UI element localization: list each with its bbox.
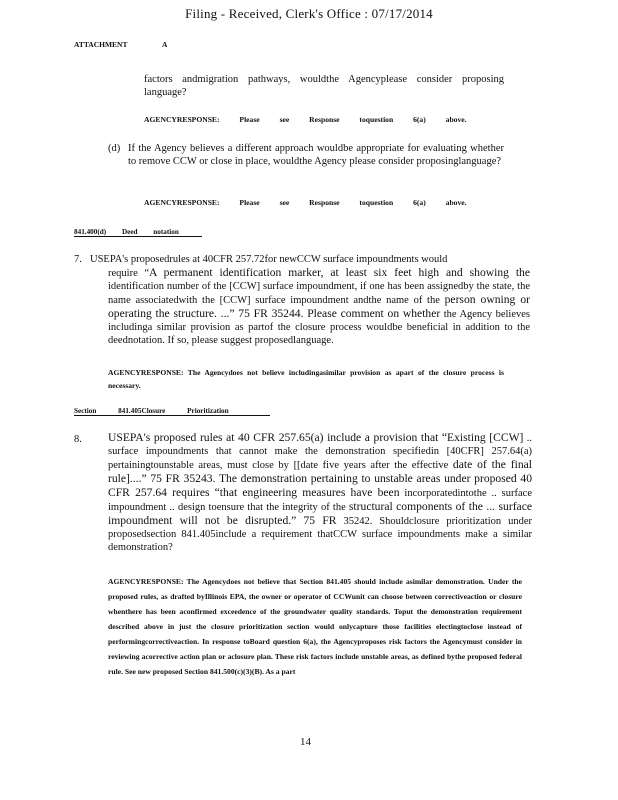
item-7-number: 7.: [74, 254, 82, 265]
section-heading-closure-prioritization: [74, 407, 270, 416]
section-heading-label: 841.400(d) Deed notation: [74, 228, 202, 237]
section-heading-label: Section 841.405Closure Prioritization: [74, 407, 270, 416]
attachment-letter: A: [162, 40, 168, 49]
section-heading-deed-notation: [74, 228, 202, 237]
item-d-marker: (d): [108, 143, 121, 154]
item-7-text-a: require “: [108, 268, 150, 279]
item-8-text-small-3: 35242. Shouldclosure prioritization under proposedsection 841.405include a requirement thatCCW surface impoundments make a similar demonstration?: [108, 516, 532, 553]
item-8-text-small-1: .. surface impoundments that cannot make the demonstration specifiedin [40CFR] 257.64(a) pertainingtounstable areas, must close by [[date five years after the effective: [108, 433, 532, 471]
item-7-paragraph: [108, 266, 530, 347]
agency-response-4: AGENCYRESPONSE: The Agencydoes not believe that Section 841.405 should include asimilar demonstration. Under the proposed rules, as drafted byIllinois EPA, the owner or operator of CCWunit can choose between correctiveaction or closure whenthere has been aconfirmed exceedence of the groundwater quality standards. Toput the demonstration requirement described above in just the closure prioritization section would onlycapture those facilities electingtoclose instead of performingcorrectiveaction. In response toBoard question 6(a), the Agencyproposes risk factors the Agencymust consider in reviewing acorrective action plan or aclosure plan. These risk factors include unstable areas, as defined bythe proposed federal rule. See new proposed Section 841.500(c)(3)(B). As a part: [108, 577, 522, 676]
attachment-label: ATTACHMENT: [74, 40, 128, 49]
item-8-text-big-3: structural components of the ... surface impoundment will not be disrupted.” 75 FR: [108, 500, 532, 527]
filing-header: Filing - Received, Clerk's Office : 07/17/2014: [185, 6, 433, 21]
agency-response-3: AGENCYRESPONSE: The Agencydoes not believe includingasimilar provision as apart of the closure process is necessary.: [108, 368, 504, 390]
item-7-text-c: the Agency believes includinga similar provision as partof the closure process wouldbe beneficial in addition to the deednotation. If so, please suggest proposedlanguage.: [108, 309, 530, 346]
item-7-first-line: USEPA's proposedrules at 40CFR 257.72for newCCW surface impoundments would: [90, 254, 448, 265]
item-8-paragraph: [108, 431, 532, 554]
item-7-text-b: identification number of the [CCW] surface impoundment, if one has been assignedby the state, the name associatedwith the [CCW] surface impoundment andthe name of the: [108, 281, 530, 306]
item-7-text-big-2: person owning or operating the structure. ...” 75 FR 35244. Please comment on whether: [108, 293, 530, 320]
item-8-text-big-1: USEPA's proposed rules at 40 CFR 257.65(a) include a provision that “Existing [CCW]: [108, 431, 524, 444]
page-number: 14: [300, 736, 311, 748]
item-8-text-small-2: incorporatedintothe .. surface impoundment .. design toensure that the integrity of the: [108, 488, 532, 513]
continued-paragraph: factors andmigration pathways, wouldthe Agencyplease consider proposing language?: [144, 74, 504, 98]
item-8-number: 8.: [74, 434, 82, 445]
item-7-text-big-1: A permanent identification marker, at least six feet high and showing the: [149, 266, 530, 279]
item-d-text: If the Agency believes a different approach wouldbe appropriate for evaluating whether to remove CCW or close in place, wouldthe Agency please consider proposinglanguage?: [128, 143, 504, 167]
item-8-text-big-2: date of the final rule]....” 75 FR 35243. The demonstration pertaining to unstable areas under proposed 40 CFR 257.64 requires “that engineering measures have been: [108, 458, 532, 499]
agency-response-1: AGENCYRESPONSE: Please see Response toquestion 6(a) above.: [144, 115, 467, 124]
agency-response-2: AGENCYRESPONSE: Please see Response toquestion 6(a) above.: [144, 198, 467, 207]
